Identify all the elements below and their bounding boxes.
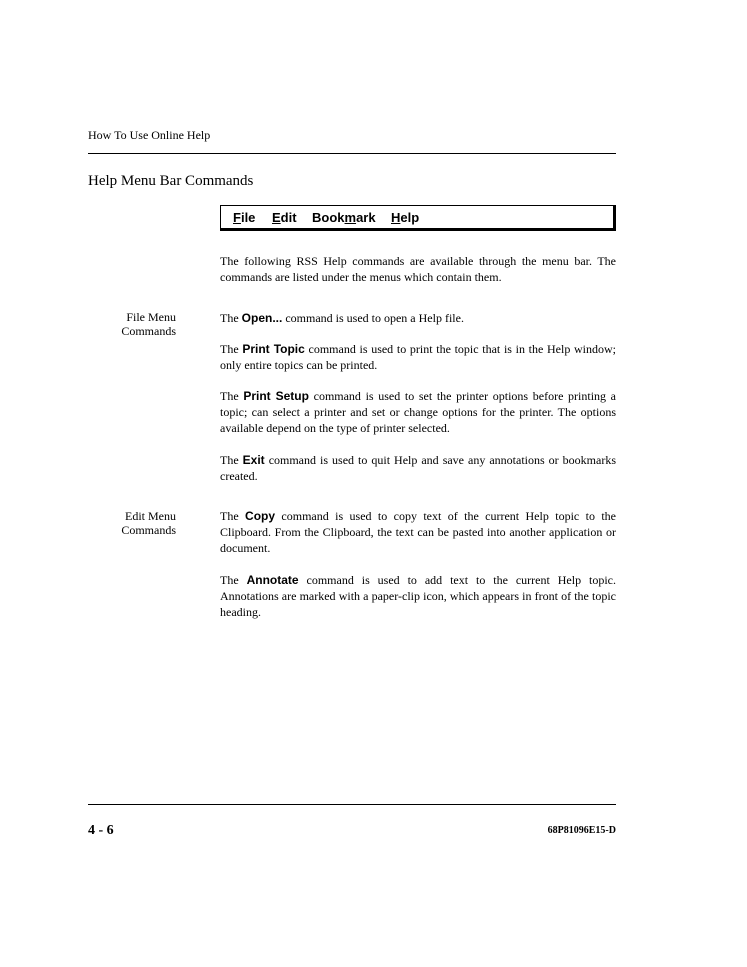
menu-edit: Edit: [272, 210, 297, 225]
page-number: 4 - 6: [88, 823, 114, 838]
open-command-paragraph: The Open... command is used to open a Help file.: [220, 311, 464, 325]
annotate-paragraph: The Annotate command is used to add text to the current Help topic. Annotations are marked with a paper-clip icon, which appears in front of the topic heading.: [220, 573, 616, 619]
menu-bar-illustration: [220, 205, 616, 231]
running-header: How To Use Online Help: [88, 128, 211, 142]
section-heading: Help Menu Bar Commands: [88, 173, 254, 189]
print-topic-paragraph: The Print Topic command is used to print the topic that is in the Help window; only entire topics can be printed.: [220, 342, 617, 372]
file-menu-label: File Menu Commands: [121, 310, 176, 338]
footer-rule: [88, 804, 616, 805]
document-id: 68P81096E15-D: [547, 825, 616, 836]
intro-paragraph: The following RSS Help commands are available through the menu bar. The commands are listed under the menus which contain them.: [220, 254, 616, 284]
exit-paragraph: The Exit command is used to quit Help and save any annotations or bookmarks created.: [220, 453, 617, 483]
menu-file: File: [233, 210, 256, 225]
header-rule: [88, 153, 616, 154]
print-setup-paragraph: The Print Setup command is used to set the printer options before printing a topic; can select a printer and set or change options for the printer. The options available depend on the type of printer selected.: [220, 389, 617, 435]
menu-bookmark: Bookmark: [312, 210, 376, 225]
menu-help: Help: [391, 210, 420, 225]
copy-paragraph: The Copy command is used to copy text of the current Help topic to the Clipboard. From the Clipboard, the text can be pasted into another application or document.: [220, 509, 616, 555]
edit-menu-label: Edit Menu Commands: [121, 509, 176, 537]
